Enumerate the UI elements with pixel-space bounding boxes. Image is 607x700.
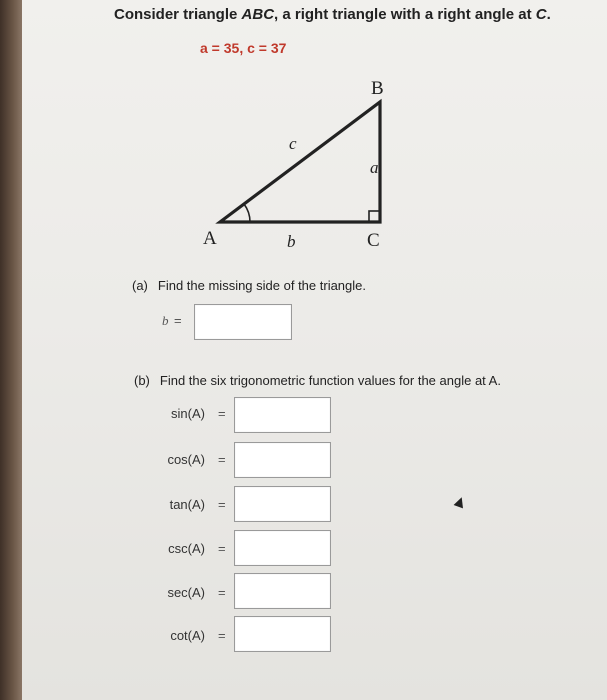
sin-equals: = <box>218 406 226 421</box>
title-end: . <box>546 6 551 23</box>
problem-title <box>114 6 551 23</box>
mouse-cursor-icon <box>454 496 467 509</box>
right-angle-marker <box>369 211 380 222</box>
cot-answer-input[interactable] <box>234 616 331 652</box>
cos-label: cos(A) <box>167 452 205 467</box>
title-prefix: Consider triangle <box>114 6 242 23</box>
desk-edge <box>0 0 22 700</box>
csc-answer-input[interactable] <box>234 530 331 566</box>
tan-label: tan(A) <box>169 497 205 512</box>
part-b-tag: (b) <box>134 373 150 388</box>
sin-label: sin(A) <box>171 406 205 421</box>
vertex-c-label: C <box>367 230 380 251</box>
triangle-diagram <box>182 72 422 262</box>
title-triangle: ABC <box>241 6 275 23</box>
part-a-prompt <box>132 278 366 293</box>
side-c-label: c <box>289 134 297 153</box>
part-a-text: Find the missing side of the triangle. <box>157 278 366 293</box>
cos-equals: = <box>218 452 226 467</box>
part-b-text: Find the six trigonometric function values for the angle at A. <box>159 373 501 388</box>
b-answer-input[interactable] <box>194 304 292 340</box>
title-suffix: , a right triangle with a right angle at <box>274 6 536 23</box>
csc-equals: = <box>218 541 226 556</box>
sec-equals: = <box>218 585 226 600</box>
given-values: a = 35, c = 37 <box>200 40 287 56</box>
sec-answer-input[interactable] <box>234 573 331 609</box>
csc-label: csc(A) <box>168 541 205 556</box>
part-b-prompt <box>134 373 501 388</box>
title-angle: C <box>535 6 547 23</box>
tan-answer-input[interactable] <box>234 486 331 522</box>
side-a-label: a <box>370 158 379 177</box>
part-a-tag: (a) <box>132 278 148 293</box>
cos-answer-input[interactable] <box>234 442 331 478</box>
cot-label: cot(A) <box>170 628 205 643</box>
part-a-var: b <box>162 313 169 328</box>
sec-label: sec(A) <box>167 585 205 600</box>
cot-equals: = <box>218 628 226 643</box>
vertex-b-label: B <box>371 78 384 99</box>
worksheet-page <box>22 0 607 700</box>
vertex-a-label: A <box>203 228 217 249</box>
side-b-label: b <box>287 232 296 251</box>
part-a-equals: = <box>174 313 182 328</box>
angle-a-arc <box>244 204 250 222</box>
tan-equals: = <box>218 497 226 512</box>
sin-answer-input[interactable] <box>234 397 331 433</box>
